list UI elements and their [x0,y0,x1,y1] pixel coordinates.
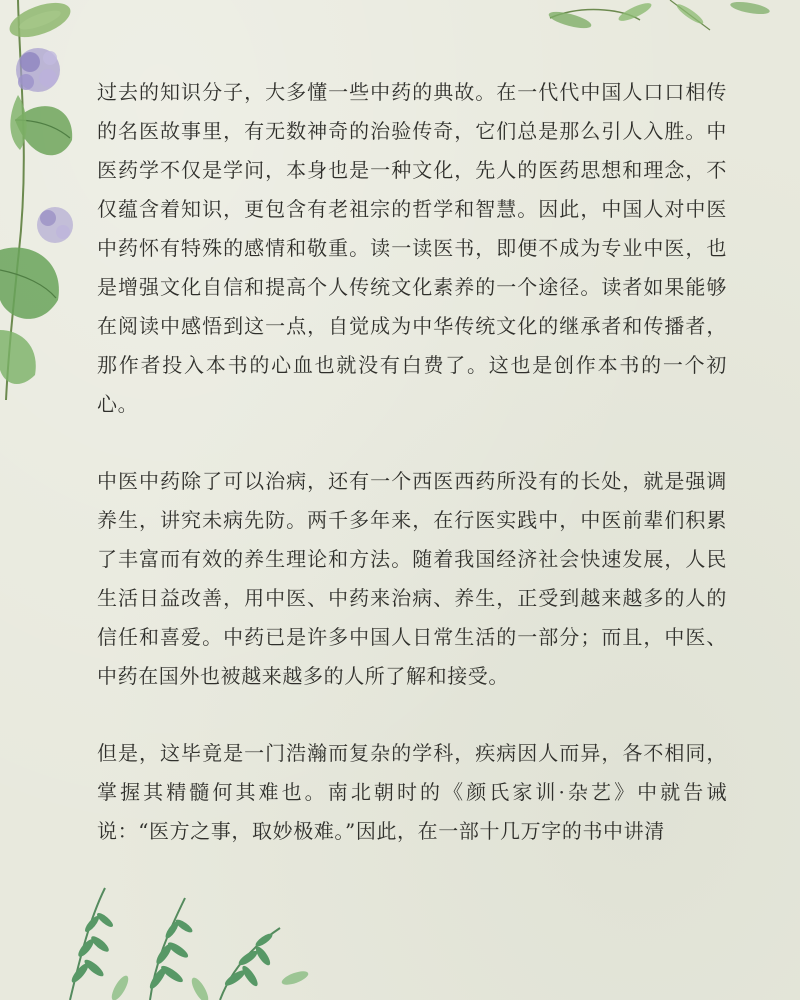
mint-flower-icon [16,48,60,92]
paragraph-1: 过去的知识分子，大多懂一些中药的典故。在一代代中国人口口相传的名医故事里，有无数神奇的治验传奇，它们总是那么引人入胜。中医药学不仅是学问，本身也是一种文化，先人的医药思想和理念，不仅蕴含着知识，更包含有老祖宗的哲学和智慧。因此，中国人对中医中药怀有特殊的感情和敬重。读一读医书，即便不成为专业中医，也是增强文化自信和提高个人传统文化素养的一个途径。读者如果能够在阅读中感悟到这一点，自觉成为中华传统文化的继承者和传播者，那作者投入本书的心血也就没有白费了。这也是创作本书的一个初心。 [97,80,727,416]
paragraph-3: 但是，这毕竟是一门浩瀚而复杂的学科，疾病因人而异，各不相同，掌握其精髓何其难也。南北朝时的《颜氏家训·杂艺》中就告诫说：“医方之事，取妙极难。”因此，在一部十几万字的书中讲清 [97,741,727,843]
fern-decoration-icon [50,878,320,1000]
mint-flower-small-icon [37,207,73,243]
mint-plant-decoration-icon [0,0,110,400]
paragraph-2: 中医中药除了可以治病，还有一个西医西药所没有的长处，就是强调养生，讲究未病先防。两千多年来，在行医实践中，中医前辈们积累了丰富而有效的养生理论和方法。随着我国经济社会快速发展，人民生活日益改善，用中医、中药来治病、养生，正受到越来越多的人的信任和喜爱。中药已是许多中国人日常生活的一部分；而且，中医、中药在国外也被越来越多的人所了解和接受。 [97,469,727,688]
top-leaves-decoration-icon [540,0,800,40]
